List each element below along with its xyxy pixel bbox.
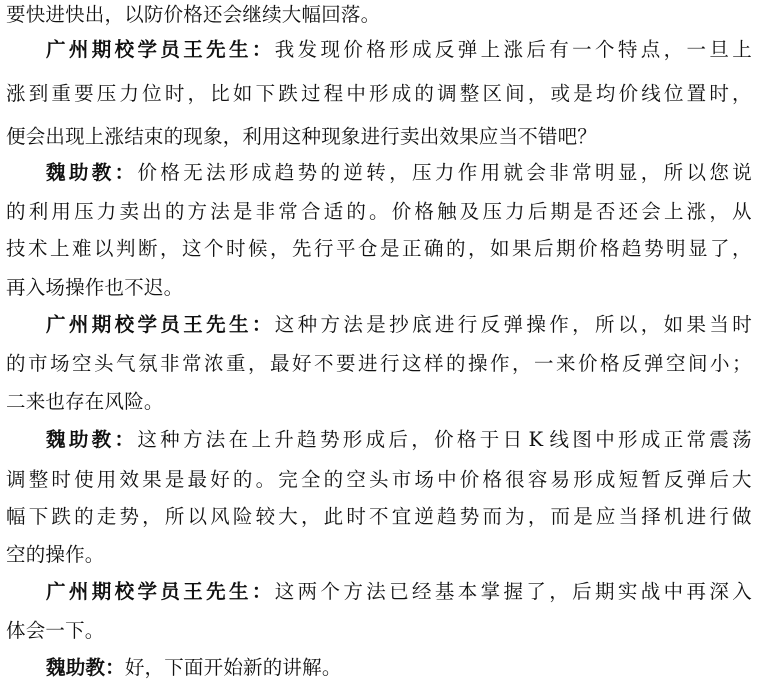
line-text: 好，下面开始新的讲解。 [124, 656, 342, 679]
line-text: 体会一下。 [6, 619, 105, 642]
text-line [6, 122, 597, 152]
text-line: 的 市 场 空 头 气 氛 非 常 浓 重 ， 最 好 不 要 进 行 这 样 的 操 作 ， 一 来 价 格 反 弹 空 间 小 ； [6, 352, 752, 375]
text-line: 幅 下 跌 的 走 势 ， 所 以 风 险 较 大 ， 此 时 不 宜 逆 趋 势 而 为 ， 而 是 应 当 择 机 进 行 做 [6, 505, 752, 528]
text-line [6, 616, 105, 646]
speaker-label: 魏助教： [46, 656, 125, 679]
text-line: 涨 到 重 要 压 力 位 时 ， 比 如 下 跌 过 程 中 形 成 的 调 整 区 间 ， 或 是 均 价 线 位 置 时 ， [6, 82, 752, 105]
text-line: 广 州 期 校 学 员 王 先 生 ： 这 种 方 法 是 抄 底 进 行 反 弹 操 作 ， 所 以 ， 如 果 当 时 [46, 313, 752, 336]
text-line [46, 653, 342, 683]
text-line: 技 术 上 难 以 判 断 ， 这 个 时 候 ， 先 行 平 仓 是 正 确 的 ， 如 果 后 期 价 格 趋 势 明 显 了 ， [6, 237, 752, 260]
line-text: 空的操作。 [6, 543, 105, 566]
text-line: 广 州 期 校 学 员 王 先 生 ： 我 发 现 价 格 形 成 反 弹 上 涨 后 有 一 个 特 点 ， 一 旦 上 [46, 38, 752, 61]
text-line [6, 540, 105, 570]
text-line: 魏 助 教 ： 这 种 方 法 在 上 升 趋 势 形 成 后 ， 价 格 于 日 K 线 图 中 形 成 正 常 震 荡 [46, 428, 752, 451]
text-line: 广 州 期 校 学 员 王 先 生 ： 这 两 个 方 法 已 经 基 本 掌 握 了 ， 后 期 实 战 中 再 深 入 [46, 580, 752, 603]
text-line [6, 0, 380, 30]
line-text: 二来也存在风险。 [6, 390, 164, 413]
line-text: 要快进快出，以防价格还会继续大幅回落。 [6, 3, 381, 26]
text-line: 调 整 时 使 用 效 果 是 最 好 的 。 完 全 的 空 头 市 场 中 价 格 很 容 易 形 成 短 暂 反 弹 后 大 [6, 468, 752, 491]
text-line: 的 利 用 压 力 卖 出 的 方 法 是 非 常 合 适 的 。 价 格 触 及 压 力 后 期 是 否 还 会 上 涨 ， 从 [6, 200, 752, 223]
text-line: 魏 助 教 ： 价 格 无 法 形 成 趋 势 的 逆 转 ， 压 力 作 用 就 会 非 常 明 显 ， 所 以 您 说 [46, 161, 752, 184]
line-text: 再入场操作也不迟。 [6, 276, 184, 299]
text-line [6, 273, 183, 303]
line-text: 便会出现上涨结束的现象，利用这种现象进行卖出效果应当不错吧？ [6, 125, 598, 148]
text-line [6, 387, 164, 417]
